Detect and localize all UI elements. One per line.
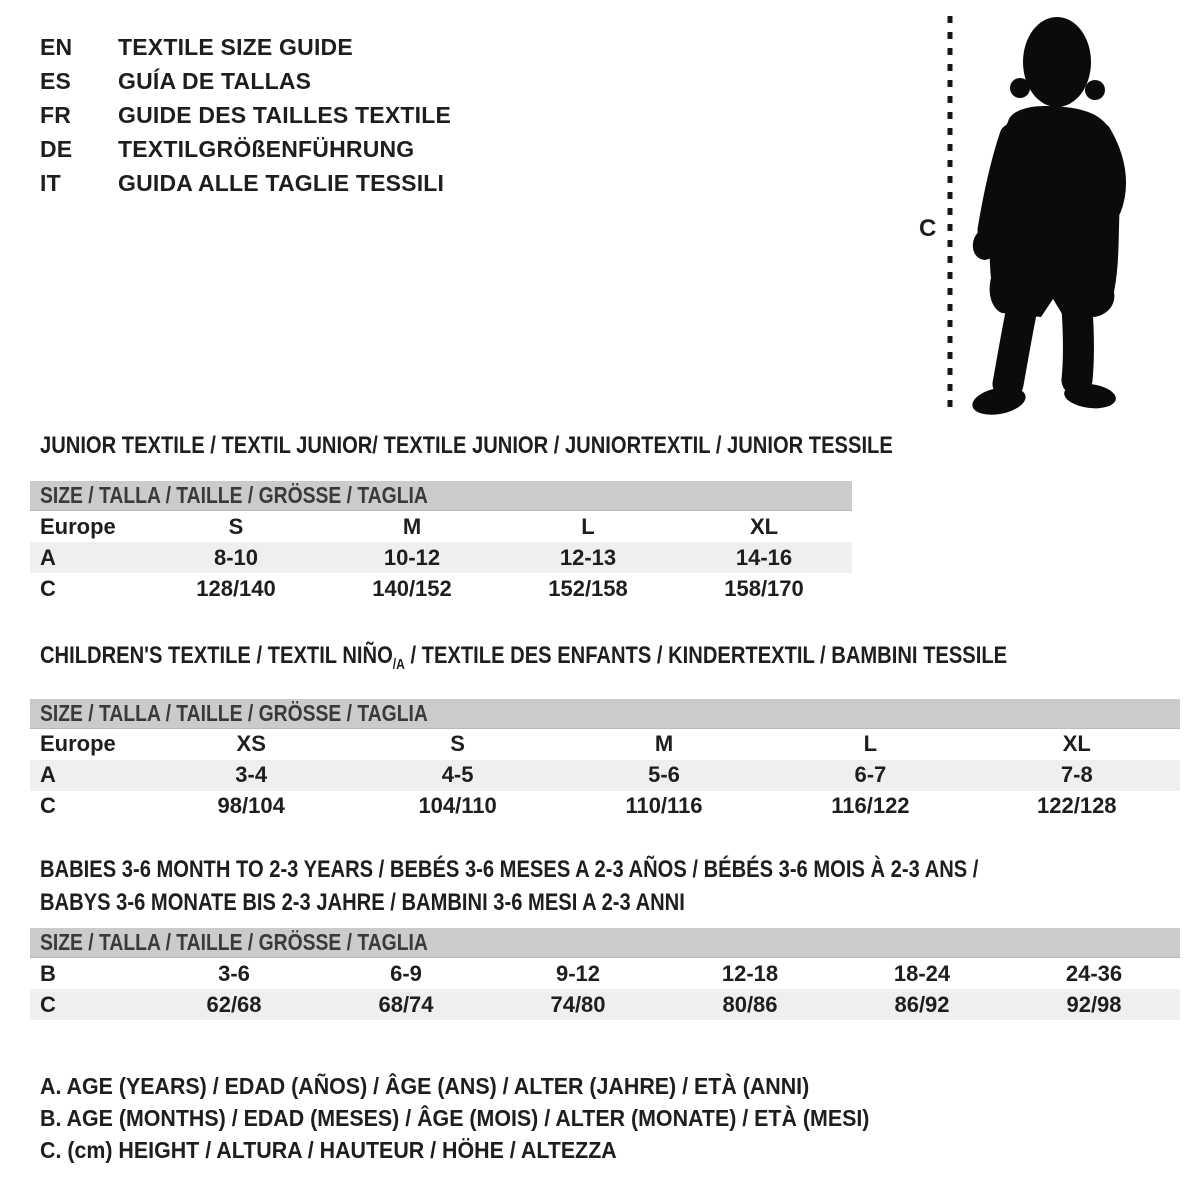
row-key: B	[40, 960, 56, 986]
height-value: 122/128	[1037, 793, 1117, 819]
babies-textile-section	[30, 853, 1180, 1020]
size-column: L	[581, 513, 595, 539]
language-row-es	[40, 64, 451, 98]
children-size-table	[30, 699, 1180, 822]
row-key: C	[40, 575, 56, 601]
age-value: 12-13	[559, 544, 617, 570]
legend-text: B. AGE (MONTHS) / EDAD (MESES) / ÂGE (MOIS) / ALTER (MONATE) / ETÀ (MESI)	[40, 1105, 870, 1131]
language-code: DE	[40, 136, 73, 162]
children-age-row	[30, 760, 1180, 791]
junior-height-row	[30, 573, 852, 604]
language-title: TEXTILE SIZE GUIDE	[118, 34, 353, 60]
age-value: 12-18	[721, 960, 779, 986]
height-value: 152/158	[548, 575, 628, 601]
age-value: 10-12	[383, 544, 441, 570]
height-value: 86/92	[894, 991, 950, 1017]
measure-legend	[40, 1070, 932, 1166]
age-value: 9-12	[555, 960, 601, 986]
babies-height-row	[30, 989, 1180, 1020]
language-row-fr	[40, 98, 451, 132]
babies-title-line2: BABYS 3-6 MONATE BIS 2-3 JAHRE / BAMBINI 3-6 MESI A 2-3 ANNI	[40, 889, 685, 916]
language-title: GUÍA DE TALLAS	[118, 68, 312, 94]
language-row-en	[40, 30, 451, 64]
age-value: 8-10	[213, 544, 259, 570]
junior-section-title	[40, 433, 1055, 459]
row-key: A	[40, 544, 56, 570]
height-value: 140/152	[372, 575, 452, 601]
language-code: ES	[40, 68, 72, 94]
size-header-bar	[30, 699, 1180, 729]
age-value: 24-36	[1065, 960, 1123, 986]
size-column: XL	[749, 513, 779, 539]
size-column: XL	[1062, 731, 1091, 757]
toddler-silhouette-icon	[950, 10, 1150, 422]
children-textile-section	[30, 643, 1191, 822]
junior-age-row	[30, 542, 852, 573]
height-value: 92/98	[1066, 991, 1122, 1017]
title-subscript: /A	[392, 656, 405, 673]
region-label: Europe	[40, 731, 116, 757]
age-value: 3-4	[235, 762, 268, 788]
height-value: 116/122	[831, 793, 910, 819]
children-section-title	[40, 643, 1191, 678]
height-value: 62/68	[206, 991, 262, 1017]
age-value: 6-7	[854, 762, 887, 788]
size-column: M	[402, 513, 422, 539]
children-section-title-text	[40, 643, 1007, 678]
legend-text: A. AGE (YEARS) / EDAD (AÑOS) / ÂGE (ANS) / ALTER (JAHRE) / ETÀ (ANNI)	[40, 1073, 810, 1099]
language-header	[40, 30, 451, 200]
language-code: IT	[40, 170, 61, 196]
legend-line-b	[40, 1102, 932, 1134]
age-value: 5-6	[648, 762, 680, 788]
height-value: 128/140	[196, 575, 276, 601]
language-code: FR	[40, 102, 72, 128]
height-value: 110/116	[625, 793, 703, 819]
language-title: GUIDA ALLE TAGLIE TESSILI	[118, 170, 445, 196]
age-value: 3-6	[218, 960, 250, 986]
legend-text: C. (cm) HEIGHT / ALTURA / HAUTEUR / HÖHE / ALTEZZA	[40, 1137, 617, 1163]
language-title: TEXTILGRÖßENFÜHRUNG	[118, 136, 415, 162]
region-label: Europe	[40, 513, 116, 539]
size-column: M	[654, 731, 674, 757]
height-value: 98/104	[217, 793, 285, 819]
height-value: 68/74	[378, 991, 434, 1017]
junior-textile-section	[30, 433, 1055, 604]
babies-age-row	[30, 958, 1180, 989]
row-key: A	[40, 762, 56, 788]
children-columns-row	[30, 729, 1180, 760]
age-value: 6-9	[390, 960, 422, 986]
height-value: 74/80	[550, 991, 606, 1017]
title-pre: CHILDREN'S TEXTILE / TEXTIL NIÑO	[40, 642, 393, 669]
size-column: S	[450, 731, 465, 757]
children-height-row	[30, 791, 1180, 822]
age-value: 14-16	[735, 544, 793, 570]
age-value: 7-8	[1060, 762, 1093, 788]
language-code: EN	[40, 34, 73, 60]
language-title: GUIDE DES TAILLES TEXTILE	[118, 102, 451, 128]
size-column: XS	[236, 731, 266, 757]
row-key: C	[40, 793, 56, 819]
height-value: 80/86	[722, 991, 778, 1017]
language-row-it	[40, 166, 451, 200]
title-post: / TEXTILE DES ENFANTS / KINDERTEXTIL / BAMBINI TESSILE	[404, 642, 1008, 669]
size-column: S	[228, 513, 244, 539]
size-column: L	[863, 731, 878, 757]
row-key: C	[40, 991, 56, 1017]
size-header-text: SIZE / TALLA / TAILLE / GRÖSSE / TAGLIA	[40, 699, 428, 726]
junior-section-title-text: JUNIOR TEXTILE / TEXTIL JUNIOR/ TEXTILE JUNIOR / JUNIORTEXTIL / JUNIOR TESSILE	[40, 432, 893, 459]
age-value: 4-5	[441, 762, 474, 788]
babies-size-table	[30, 928, 1180, 1020]
legend-line-a	[40, 1070, 932, 1102]
age-value: 18-24	[893, 960, 951, 986]
babies-section-title	[40, 853, 1180, 919]
junior-size-table	[30, 481, 852, 604]
language-row-de	[40, 132, 451, 166]
height-value: 104/110	[418, 793, 497, 819]
legend-line-c	[40, 1134, 932, 1166]
size-header-bar	[30, 928, 1180, 958]
babies-title-line1: BABIES 3-6 MONTH TO 2-3 YEARS / BEBÉS 3-6 MESES A 2-3 AÑOS / BÉBÉS 3-6 MOIS À 2-3 ANS /	[40, 856, 979, 883]
junior-columns-row	[30, 511, 852, 542]
size-header-bar	[30, 481, 852, 511]
size-header-text: SIZE / TALLA / TAILLE / GRÖSSE / TAGLIA	[40, 482, 428, 508]
height-value: 158/170	[724, 575, 804, 601]
size-header-text: SIZE / TALLA / TAILLE / GRÖSSE / TAGLIA	[40, 929, 428, 955]
height-measure-label: C	[919, 215, 937, 242]
